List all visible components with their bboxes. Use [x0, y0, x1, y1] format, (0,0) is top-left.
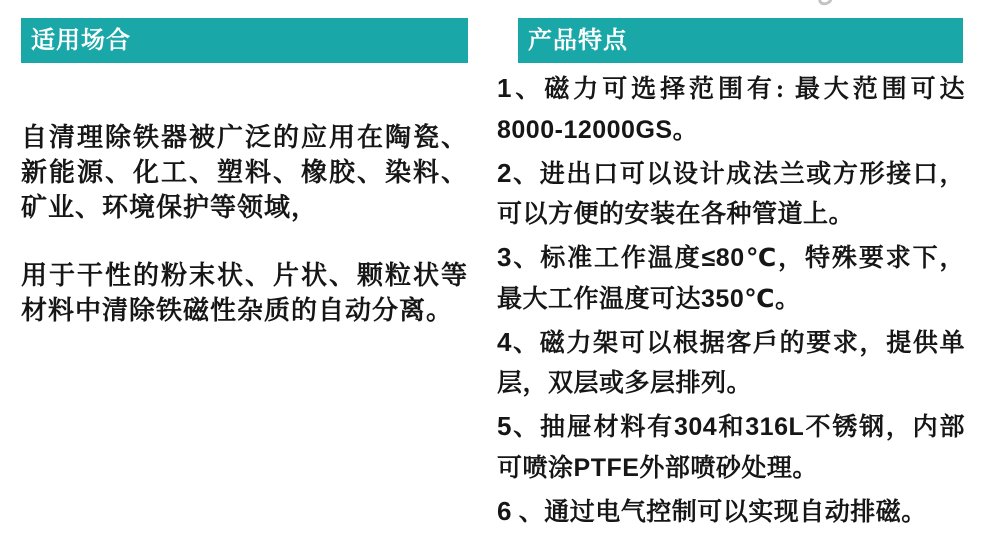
- feature-text-segment: ≤80℃: [701, 244, 779, 272]
- feature-item: [497, 68, 965, 151]
- applications-paragraph-1: 自清理除铁器被广泛的应用在陶瓷、新能源、化工、塑料、橡胶、染料、矿业、环境保护等领域，: [21, 123, 468, 222]
- applications-header-title: 适用场合: [31, 27, 131, 54]
- feature-text-segment: 。: [672, 117, 699, 144]
- feature-text-segment: 304: [673, 413, 718, 441]
- feature-list: [497, 68, 965, 533]
- applications-header-bar: [21, 18, 468, 63]
- section-applications: [21, 18, 468, 328]
- applications-paragraph-2: 用于干性的粉末状、片状、颗粒状等材料中清除铁磁性杂质的自动分离。: [21, 261, 468, 325]
- feature-text-segment: 、进出口可以设计成法兰或方形接口，可以方便的安装在各种管道上。: [497, 161, 965, 228]
- feature-item: [497, 237, 965, 320]
- feature-text-segment: 、磁力架可以根据客戶的要求，提供单层，双层或多层排列。: [497, 330, 965, 397]
- feature-item: [497, 153, 965, 235]
- feature-item: [497, 491, 965, 533]
- feature-number: 1: [497, 73, 512, 103]
- features-header-bar: [518, 18, 963, 63]
- feature-number: 5: [497, 411, 512, 441]
- features-header-title: 产品特点: [528, 27, 628, 54]
- section-features: [497, 18, 965, 535]
- feature-text-segment: 、标准工作温度: [511, 245, 702, 272]
- feature-text-segment: 外部喷砂处理。: [639, 455, 818, 482]
- feature-text-segment: ，特殊要求下，最大工作温度可达: [497, 245, 965, 313]
- feature-item: [497, 322, 965, 404]
- feature-text-segment: 和: [717, 414, 746, 441]
- feature-item: [497, 406, 965, 489]
- feature-text-segment: 、磁力可选择范围有: 最大范围可达: [511, 76, 965, 103]
- feature-text-segment: 、通过电气控制可以实现自动排磁。: [511, 499, 927, 526]
- feature-number: 3: [497, 242, 512, 272]
- feature-text-segment: 316L: [745, 413, 805, 441]
- feature-number: 6: [497, 496, 512, 526]
- feature-text-segment: 8000-12000GS: [497, 116, 673, 144]
- feature-text-segment: PTFE: [573, 454, 640, 482]
- feature-text-segment: 、抽屉材料有: [511, 414, 674, 441]
- feature-text-segment: 。: [775, 286, 801, 313]
- feature-number: 2: [497, 158, 512, 188]
- feature-text-segment: 不锈钢，内部可喷涂: [497, 414, 965, 482]
- cropped-glyph-mark: [816, 0, 835, 8]
- feature-number: 4: [497, 327, 512, 357]
- feature-text-segment: 350℃: [701, 285, 776, 313]
